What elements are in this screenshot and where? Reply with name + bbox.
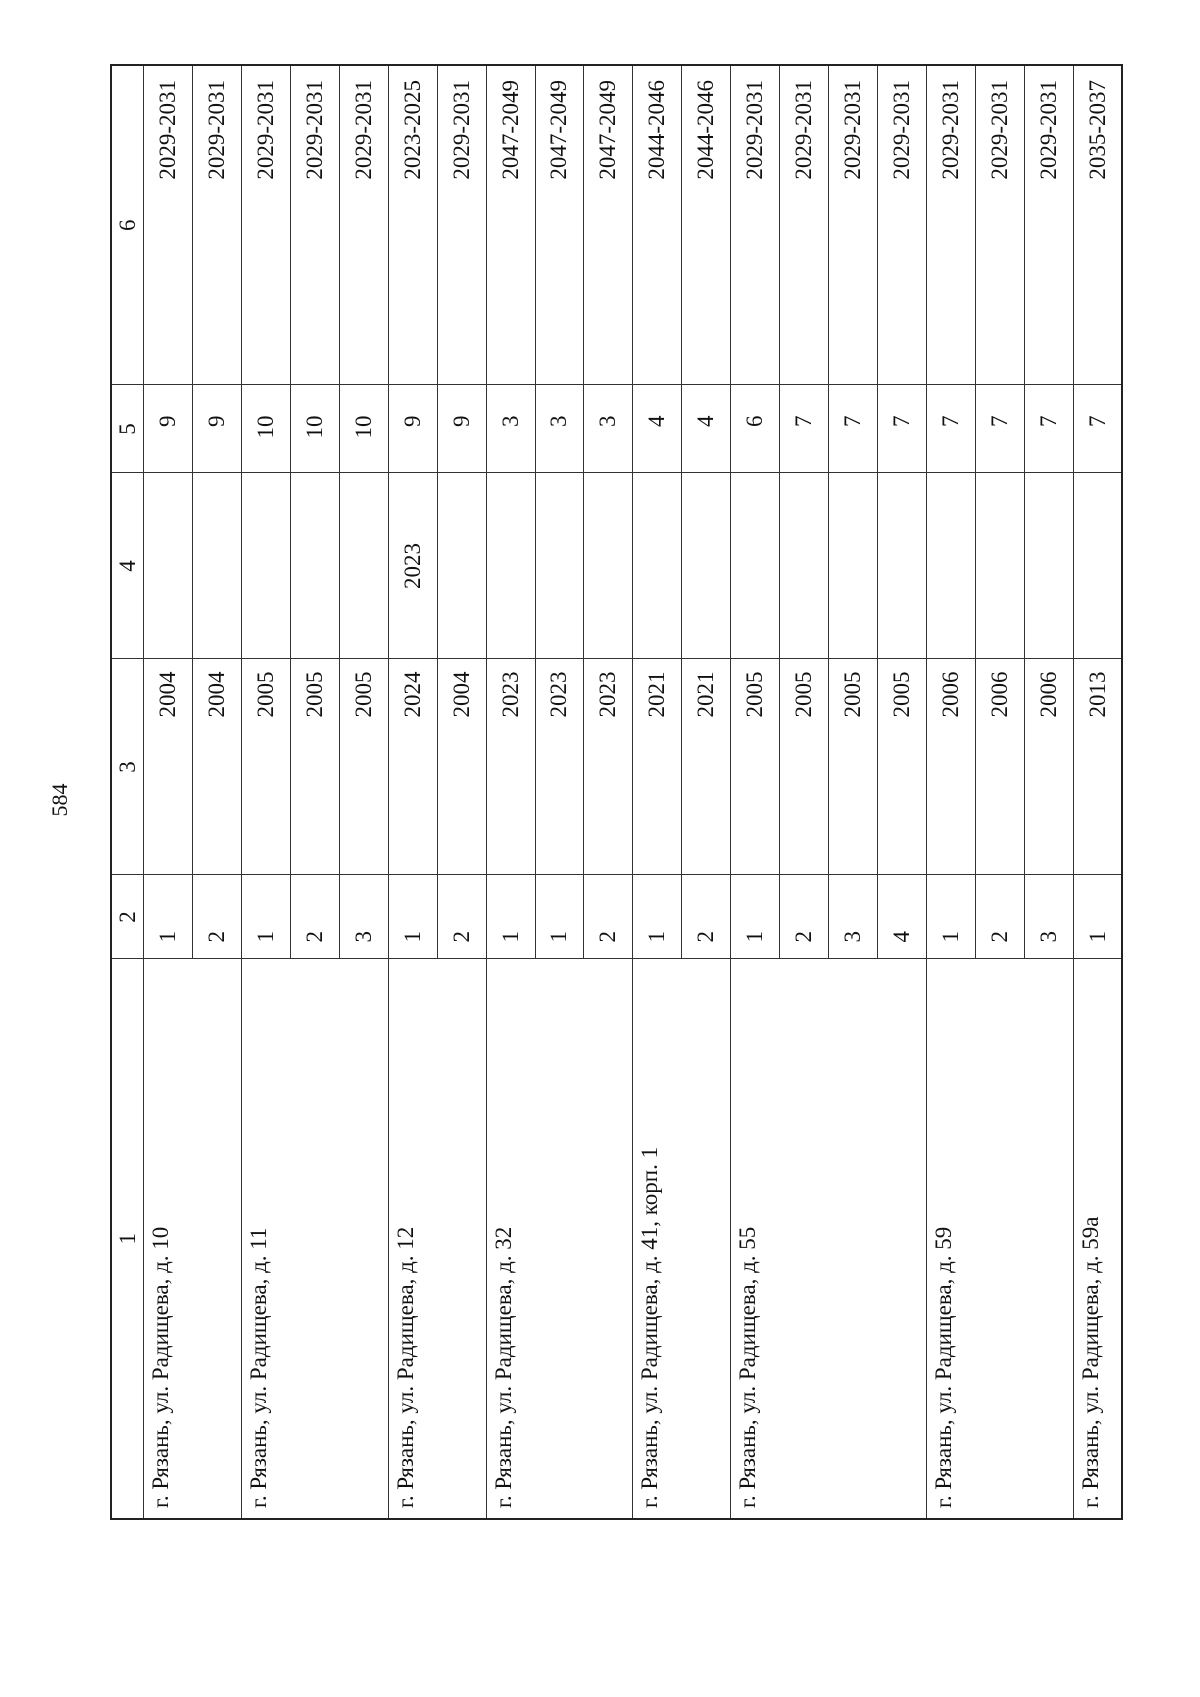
year-cell-2	[144, 473, 193, 659]
address-cell: г. Рязань, ул. Радищева, д. 32	[486, 959, 633, 1519]
year-cell: 2005	[290, 659, 339, 875]
year-cell-2	[1073, 473, 1122, 659]
row-number-cell: 2	[192, 875, 241, 959]
row-number-cell: 1	[1073, 875, 1122, 959]
period-cell: 2029-2031	[144, 65, 193, 385]
table-row	[1073, 65, 1122, 1519]
value-cell: 9	[388, 385, 437, 473]
period-cell: 2029-2031	[241, 65, 290, 385]
period-cell: 2029-2031	[1024, 65, 1073, 385]
value-cell: 7	[878, 385, 927, 473]
address-cell: г. Рязань, ул. Радищева, д. 59а	[1073, 959, 1122, 1519]
year-cell: 2005	[780, 659, 829, 875]
address-cell: г. Рязань, ул. Радищева, д. 11	[241, 959, 388, 1519]
row-number-cell: 2	[584, 875, 633, 959]
year-cell: 2005	[878, 659, 927, 875]
value-cell: 3	[486, 385, 535, 473]
year-cell-2	[241, 473, 290, 659]
value-cell: 7	[927, 385, 976, 473]
table-row	[731, 65, 780, 1519]
row-number-cell: 2	[780, 875, 829, 959]
row-number-cell: 2	[290, 875, 339, 959]
row-number-cell: 1	[486, 875, 535, 959]
value-cell: 7	[975, 385, 1024, 473]
year-cell: 2006	[927, 659, 976, 875]
year-cell: 2013	[1073, 659, 1122, 875]
year-cell: 2004	[144, 659, 193, 875]
value-cell: 4	[633, 385, 682, 473]
row-number-cell: 3	[829, 875, 878, 959]
period-cell: 2029-2031	[731, 65, 780, 385]
year-cell-2	[975, 473, 1024, 659]
year-cell-2	[1024, 473, 1073, 659]
address-cell: г. Рязань, ул. Радищева, д. 10	[144, 959, 242, 1519]
year-cell-2	[290, 473, 339, 659]
year-cell-2	[633, 473, 682, 659]
value-cell: 10	[339, 385, 388, 473]
year-cell-2	[731, 473, 780, 659]
period-cell: 2044-2046	[633, 65, 682, 385]
page-number: 584	[47, 783, 72, 817]
year-cell: 2021	[682, 659, 731, 875]
table-body	[144, 65, 1123, 1519]
period-cell: 2029-2031	[192, 65, 241, 385]
value-cell: 7	[1024, 385, 1073, 473]
year-cell: 2006	[1024, 659, 1073, 875]
header-cell-1: 1	[111, 959, 144, 1519]
period-cell: 2029-2031	[290, 65, 339, 385]
value-cell: 3	[535, 385, 584, 473]
year-cell: 2023	[535, 659, 584, 875]
period-cell: 2029-2031	[437, 65, 486, 385]
year-cell-2	[927, 473, 976, 659]
period-cell: 2029-2031	[780, 65, 829, 385]
row-number-cell: 1	[633, 875, 682, 959]
row-number-cell: 4	[878, 875, 927, 959]
year-cell: 2004	[192, 659, 241, 875]
value-cell: 4	[682, 385, 731, 473]
header-cell-2: 2	[111, 875, 144, 959]
period-cell: 2035-2037	[1073, 65, 1122, 385]
year-cell-2	[486, 473, 535, 659]
period-cell: 2047-2049	[584, 65, 633, 385]
year-cell-2	[437, 473, 486, 659]
year-cell: 2005	[731, 659, 780, 875]
value-cell: 10	[241, 385, 290, 473]
header-cell-3: 3	[111, 659, 144, 875]
table-frame	[110, 66, 1120, 1520]
year-cell: 2005	[241, 659, 290, 875]
year-cell: 2006	[975, 659, 1024, 875]
period-cell: 2029-2031	[829, 65, 878, 385]
value-cell: 3	[584, 385, 633, 473]
row-number-cell: 1	[535, 875, 584, 959]
year-cell: 2024	[388, 659, 437, 875]
year-cell: 2005	[339, 659, 388, 875]
year-cell: 2023	[584, 659, 633, 875]
rotated-table-container	[110, 66, 1120, 1520]
row-number-cell: 1	[144, 875, 193, 959]
header-cell-4: 4	[111, 473, 144, 659]
value-cell: 7	[1073, 385, 1122, 473]
table-row	[241, 65, 290, 1519]
year-cell: 2023	[486, 659, 535, 875]
year-cell: 2005	[829, 659, 878, 875]
row-number-cell: 1	[927, 875, 976, 959]
value-cell: 7	[780, 385, 829, 473]
row-number-cell: 2	[975, 875, 1024, 959]
year-cell-2	[584, 473, 633, 659]
year-cell-2	[829, 473, 878, 659]
row-number-cell: 1	[388, 875, 437, 959]
header-cell-5: 5	[111, 385, 144, 473]
row-number-cell: 3	[339, 875, 388, 959]
year-cell: 2021	[633, 659, 682, 875]
value-cell: 9	[437, 385, 486, 473]
period-cell: 2029-2031	[878, 65, 927, 385]
year-cell-2	[192, 473, 241, 659]
header-row	[111, 65, 144, 1519]
row-number-cell: 3	[1024, 875, 1073, 959]
period-cell: 2047-2049	[535, 65, 584, 385]
period-cell: 2047-2049	[486, 65, 535, 385]
year-cell-2: 2023	[388, 473, 437, 659]
value-cell: 6	[731, 385, 780, 473]
address-cell: г. Рязань, ул. Радищева, д. 55	[731, 959, 927, 1519]
period-cell: 2029-2031	[339, 65, 388, 385]
value-cell: 9	[144, 385, 193, 473]
value-cell: 9	[192, 385, 241, 473]
address-cell: г. Рязань, ул. Радищева, д. 12	[388, 959, 486, 1519]
period-cell: 2029-2031	[975, 65, 1024, 385]
table-row	[144, 65, 193, 1519]
row-number-cell: 1	[241, 875, 290, 959]
address-cell: г. Рязань, ул. Радищева, д. 59	[927, 959, 1074, 1519]
table-row	[633, 65, 682, 1519]
period-cell: 2023-2025	[388, 65, 437, 385]
year-cell-2	[682, 473, 731, 659]
schedule-table	[110, 64, 1123, 1520]
period-cell: 2029-2031	[927, 65, 976, 385]
header-cell-6: 6	[111, 65, 144, 385]
table-row	[388, 65, 437, 1519]
row-number-cell: 2	[437, 875, 486, 959]
table-row	[486, 65, 535, 1519]
address-cell: г. Рязань, ул. Радищева, д. 41, корп. 1	[633, 959, 731, 1519]
year-cell-2	[339, 473, 388, 659]
table-row	[927, 65, 976, 1519]
value-cell: 7	[829, 385, 878, 473]
row-number-cell: 2	[682, 875, 731, 959]
value-cell: 10	[290, 385, 339, 473]
year-cell-2	[780, 473, 829, 659]
year-cell: 2004	[437, 659, 486, 875]
year-cell-2	[535, 473, 584, 659]
period-cell: 2044-2046	[682, 65, 731, 385]
year-cell-2	[878, 473, 927, 659]
row-number-cell: 1	[731, 875, 780, 959]
